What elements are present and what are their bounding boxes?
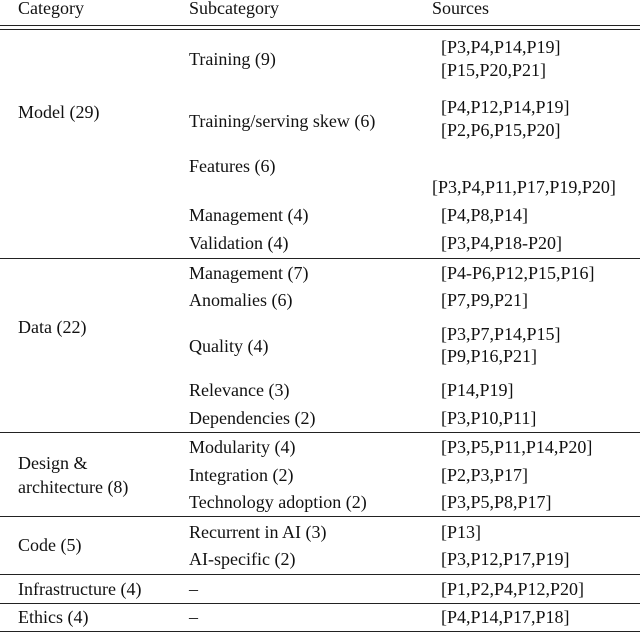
subcategory-cell: AI-specific (2) [189,549,296,569]
subcategory-cell: Recurrent in AI (3) [189,522,327,542]
sources-cell: [P14,P19] [441,380,514,400]
group-rule [0,574,640,575]
sources-cell: [P4,P14,P17,P18] [441,607,570,627]
sources-cell: [P3,P12,P17,P19] [441,549,570,569]
sources-cell: [P13] [441,522,481,542]
subcategory-cell: Relevance (3) [189,380,290,400]
group-rule [0,516,640,517]
category-cell: Model (29) [18,102,100,122]
subcategory-cell: Management (4) [189,205,309,225]
category-cell: Infrastructure (4) [18,579,142,599]
header-subcategory: Subcategory [189,0,279,18]
sources-cell: [P3,P4,P18-P20] [441,233,563,253]
subcategory-cell: Validation (4) [189,233,289,253]
sources-cell: [P1,P2,P4,P12,P20] [441,579,585,599]
sources-cell: [P3,P5,P11,P14,P20] [441,437,593,457]
subcategory-cell: Anomalies (6) [189,290,293,310]
subcategory-cell: – [189,579,198,599]
subcategory-cell: Integration (2) [189,465,294,485]
category-cell: architecture (8) [18,477,129,497]
sources-cell: [P4,P8,P14] [441,205,529,225]
subcategory-cell: Technology adoption (2) [189,492,367,512]
subcategory-cell: – [189,607,198,627]
sources-cell: [P4-P6,P12,P15,P16] [441,263,595,283]
sources-cell: [P7,P9,P21] [441,290,529,310]
sources-cell: [P3,P4,P14,P19] [441,37,561,57]
category-cell: Design & [18,453,88,473]
sources-cell: [P9,P16,P21] [441,346,538,366]
sources-cell: [P3,P4,P11,P17,P19,P20] [432,177,616,197]
subcategory-cell: Dependencies (2) [189,408,316,428]
category-cell: Ethics (4) [18,607,89,627]
group-rule [0,432,640,433]
sources-cell: [P3,P5,P8,P17] [441,492,552,512]
sources-cell: [P3,P10,P11] [441,408,537,428]
subcategory-cell: Quality (4) [189,336,269,356]
sources-cell: [P2,P6,P15,P20] [441,120,561,140]
category-cell: Code (5) [18,535,82,555]
subcategory-cell: Modularity (4) [189,437,296,457]
subcategory-cell: Management (7) [189,263,309,283]
category-cell: Data (22) [18,317,87,337]
sources-cell: [P15,P20,P21] [441,60,547,80]
subcategory-cell: Training (9) [189,49,276,69]
header-category: Category [18,0,84,18]
header-sources: Sources [432,0,489,18]
subcategory-cell: Features (6) [189,156,276,176]
group-rule [0,258,640,259]
bottom-rule [0,631,640,632]
subcategory-cell: Training/serving skew (6) [189,111,376,131]
top-rule-2 [0,29,640,30]
sources-cell: [P3,P7,P14,P15] [441,324,561,344]
sources-cell: [P4,P12,P14,P19] [441,97,570,117]
sources-cell: [P2,P3,P17] [441,465,529,485]
top-rule [0,25,640,26]
group-rule [0,603,640,604]
